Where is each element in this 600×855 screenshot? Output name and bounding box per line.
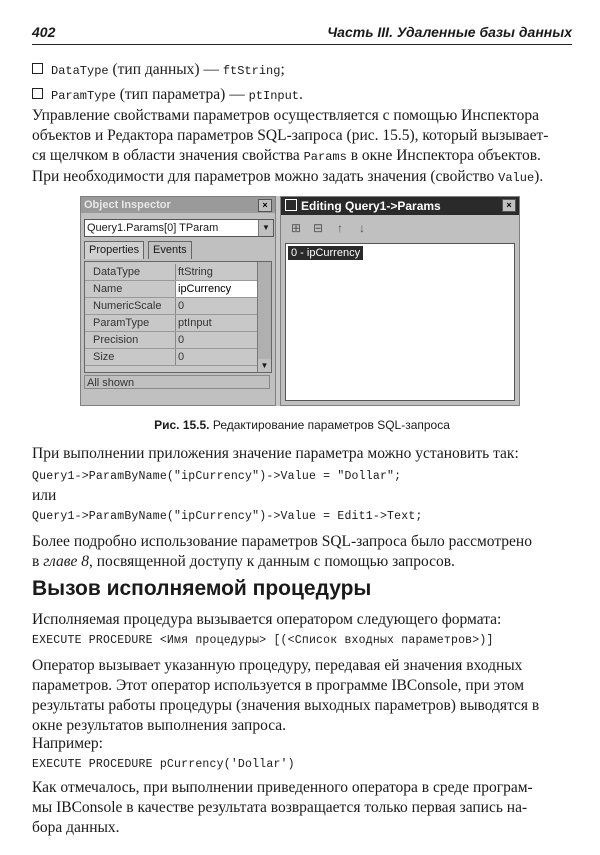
part-title: Часть III. Удаленные базы данных <box>327 24 572 40</box>
page-header <box>32 22 572 45</box>
figure-caption: Рис. 15.5. Редактирование параметров SQL-запроса <box>154 418 450 432</box>
code-line: EXECUTE PROCEDURE <Имя процедуры> [(<Список входных параметров>)] <box>32 634 494 647</box>
figure-screenshot <box>80 196 520 406</box>
property-row[interactable]: DataType ftString <box>85 264 257 281</box>
code-line: EXECUTE PROCEDURE pCurrency('Dollar') <box>32 758 295 771</box>
checkbox-bullet-icon <box>32 88 43 99</box>
inspector-status: All shown <box>84 375 270 389</box>
params-editor-titlebar: Editing Query1->Params × <box>281 197 519 215</box>
object-inspector-titlebar: Object Inspector × <box>81 197 275 213</box>
close-icon[interactable]: × <box>502 199 516 212</box>
scroll-down-icon[interactable]: ▼ <box>258 359 271 372</box>
property-row[interactable]: Size 0 <box>85 349 257 366</box>
property-row[interactable]: ParamType ptInput <box>85 315 257 332</box>
list-item[interactable]: 0 - ipCurrency <box>288 246 363 260</box>
property-row[interactable]: NumericScale 0 <box>85 298 257 315</box>
paragraph-operator-description: Оператор вызывает указанную процедуру, передавая ей значения входных параметров. Этот оператор используется в программе IBConsole, при этом результаты работы процедуры (значения выходных параметров) выводятся в окне результатов выполнения запроса. <box>32 657 540 734</box>
property-row[interactable]: Name ipCurrency <box>85 281 257 298</box>
object-inspector-window <box>80 196 276 406</box>
paragraph-params-management: Управление свойствами параметров осуществляется с помощью Инспектора объектов и Редактора параметров SQL-запроса (рис. 15.5), который вызывает- ся щелчком в области значения свойства Params в окне Инспектора объектов. При необходимости для параметров можно задать значения (свойство Value). <box>32 107 549 185</box>
paragraph-chapter-ref: Более подробно использование параметров SQL-запроса было рассмотрено в главе 8, посвященной доступу к данным с помощью запросов. <box>32 533 532 570</box>
tab-properties[interactable]: Properties <box>84 241 144 259</box>
params-list <box>285 243 515 401</box>
add-param-icon[interactable]: ⊞ <box>290 221 302 235</box>
bullet-datatype: DataType (тип данных) — ftString; <box>32 60 285 81</box>
app-icon <box>285 199 297 211</box>
property-grid <box>84 261 272 373</box>
chevron-down-icon[interactable]: ▼ <box>258 220 273 236</box>
example-label: Например: <box>32 735 103 752</box>
property-row[interactable]: Precision 0 <box>85 332 257 349</box>
vertical-scrollbar[interactable] <box>257 262 271 372</box>
or-word: или <box>32 487 57 504</box>
delete-param-icon[interactable]: ⊟ <box>312 221 324 235</box>
params-editor-window <box>280 196 520 406</box>
bullet-paramtype: ParamType (тип параметра) — ptInput. <box>32 85 303 106</box>
move-down-icon[interactable]: ↓ <box>359 221 365 235</box>
object-selector-combo[interactable]: Query1.Params[0] TParam ▼ <box>84 219 274 237</box>
checkbox-bullet-icon <box>32 63 43 74</box>
params-editor-toolbar <box>287 221 375 236</box>
page-number: 402 <box>32 24 56 40</box>
paragraph-result-note: Как отмечалось, при выполнении приведенного оператора в среде програм- мы IBConsole в качестве результата возвращается только первая запись на- бора данных. <box>32 779 533 836</box>
tab-events[interactable]: Events <box>148 241 192 259</box>
section-heading: Вызов исполняемой процедуры <box>32 577 372 600</box>
move-up-icon[interactable]: ↑ <box>337 221 343 235</box>
close-icon[interactable]: × <box>258 199 272 212</box>
paragraph-runtime-value: При выполнении приложения значение параметра можно установить так: <box>32 445 519 462</box>
paragraph-procedure-format: Исполняемая процедура вызывается оператором следующего формата: <box>32 611 502 628</box>
code-line: Query1->ParamByName("ipCurrency")->Value = "Dollar"; <box>32 470 402 483</box>
code-line: Query1->ParamByName("ipCurrency")->Value = Edit1->Text; <box>32 510 423 523</box>
